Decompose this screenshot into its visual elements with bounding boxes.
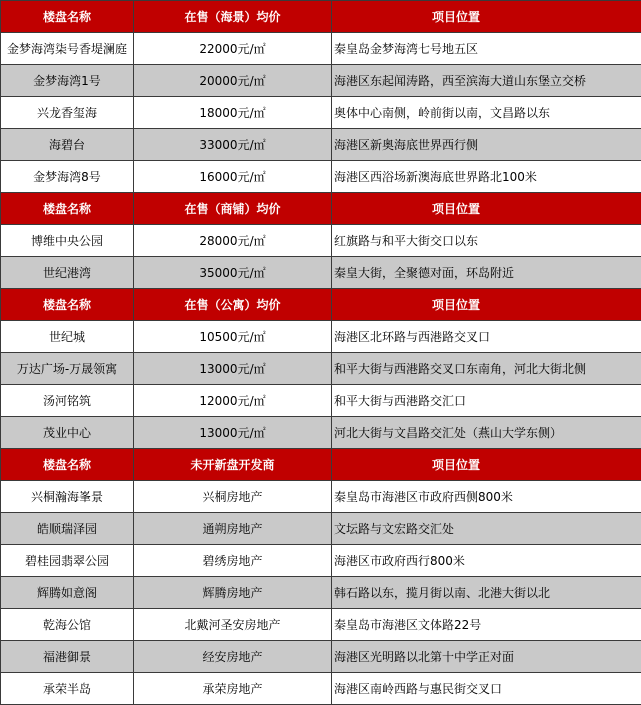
property-price: 18000元/㎡ <box>134 97 332 129</box>
property-price: 28000元/㎡ <box>134 225 332 257</box>
table-row <box>1 65 641 97</box>
property-location: 奥体中心南侧，岭前街以南，文昌路以东 <box>332 97 641 129</box>
property-name: 金梦海湾1号 <box>1 65 134 97</box>
property-location: 海港区光明路以北第十中学正对面 <box>332 641 641 673</box>
property-location: 秦皇岛市海港区市政府西侧800米 <box>332 481 641 513</box>
property-name: 兴桐瀚海峯景 <box>1 481 134 513</box>
property-location: 文坛路与文宏路交汇处 <box>332 513 641 545</box>
property-location: 红旗路与和平大街交口以东 <box>332 225 641 257</box>
property-name: 碧桂园翡翠公园 <box>1 545 134 577</box>
property-location: 海港区北环路与西港路交叉口 <box>332 321 641 353</box>
property-name: 兴龙香玺海 <box>1 97 134 129</box>
table-row <box>1 417 641 449</box>
property-location: 海港区西浴场新澳海底世界路北100米 <box>332 161 641 193</box>
table-row <box>1 513 641 545</box>
table-row <box>1 641 641 673</box>
header-location: 项目位置 <box>332 193 641 225</box>
property-location: 河北大街与文昌路交汇处（燕山大学东侧） <box>332 417 641 449</box>
table-row <box>1 545 641 577</box>
header-location: 项目位置 <box>332 289 641 321</box>
property-name: 博维中央公园 <box>1 225 134 257</box>
property-location: 海港区市政府西行800米 <box>332 545 641 577</box>
property-location: 海港区南岭西路与惠民街交叉口 <box>332 673 641 705</box>
property-developer: 碧绣房地产 <box>134 545 332 577</box>
property-price: 22000元/㎡ <box>134 33 332 65</box>
property-developer: 经安房地产 <box>134 641 332 673</box>
property-location: 海港区新奥海底世界西行侧 <box>332 129 641 161</box>
header-name: 楼盘名称 <box>1 289 134 321</box>
header-price: 在售（海景）均价 <box>134 1 332 33</box>
property-price: 10500元/㎡ <box>134 321 332 353</box>
table-row <box>1 321 641 353</box>
property-price: 35000元/㎡ <box>134 257 332 289</box>
property-developer: 兴桐房地产 <box>134 481 332 513</box>
table-row <box>1 225 641 257</box>
property-name: 承荣半岛 <box>1 673 134 705</box>
property-price: 16000元/㎡ <box>134 161 332 193</box>
table-row <box>1 385 641 417</box>
header-name: 楼盘名称 <box>1 449 134 481</box>
property-name: 皓顺瑞泽园 <box>1 513 134 545</box>
property-price: 13000元/㎡ <box>134 353 332 385</box>
property-developer: 辉腾房地产 <box>134 577 332 609</box>
header-price: 在售（商铺）均价 <box>134 193 332 225</box>
property-price: 12000元/㎡ <box>134 385 332 417</box>
section-header-row <box>1 449 641 481</box>
header-location: 项目位置 <box>332 1 641 33</box>
table-row <box>1 161 641 193</box>
property-name: 万达广场-万晟领寓 <box>1 353 134 385</box>
property-name: 乾海公馆 <box>1 609 134 641</box>
property-location: 秦皇大街，全聚德对面，环岛附近 <box>332 257 641 289</box>
table-row <box>1 577 641 609</box>
property-name: 福港御景 <box>1 641 134 673</box>
table-row <box>1 353 641 385</box>
property-name: 世纪港湾 <box>1 257 134 289</box>
header-name: 楼盘名称 <box>1 193 134 225</box>
property-location: 韩石路以东，揽月街以南、北港大街以北 <box>332 577 641 609</box>
property-name: 金梦海湾柒号香堤澜庭 <box>1 33 134 65</box>
property-developer: 承荣房地产 <box>134 673 332 705</box>
property-name: 世纪城 <box>1 321 134 353</box>
table-row <box>1 673 641 705</box>
property-price: 33000元/㎡ <box>134 129 332 161</box>
property-name: 茂业中心 <box>1 417 134 449</box>
section-header-row <box>1 1 641 33</box>
property-name: 金梦海湾8号 <box>1 161 134 193</box>
table-row <box>1 33 641 65</box>
table-row <box>1 97 641 129</box>
property-developer: 北戴河圣安房地产 <box>134 609 332 641</box>
property-developer: 通朔房地产 <box>134 513 332 545</box>
property-location: 秦皇岛市海港区文体路22号 <box>332 609 641 641</box>
table-row <box>1 609 641 641</box>
property-location: 秦皇岛金梦海湾七号地五区 <box>332 33 641 65</box>
table-row <box>1 129 641 161</box>
property-name: 汤河铭筑 <box>1 385 134 417</box>
header-price: 在售（公寓）均价 <box>134 289 332 321</box>
table-row <box>1 257 641 289</box>
property-location: 和平大街与西港路交叉口东南角，河北大街北侧 <box>332 353 641 385</box>
property-price: 13000元/㎡ <box>134 417 332 449</box>
header-location: 项目位置 <box>332 449 641 481</box>
property-name: 海碧台 <box>1 129 134 161</box>
section-header-row <box>1 193 641 225</box>
property-price: 20000元/㎡ <box>134 65 332 97</box>
property-name: 辉腾如意阁 <box>1 577 134 609</box>
section-header-row <box>1 289 641 321</box>
property-location: 和平大街与西港路交汇口 <box>332 385 641 417</box>
table-body <box>1 1 641 705</box>
property-location: 海港区东起闻涛路，西至滨海大道山东堡立交桥 <box>332 65 641 97</box>
header-developer: 未开新盘开发商 <box>134 449 332 481</box>
table-row <box>1 481 641 513</box>
header-name: 楼盘名称 <box>1 1 134 33</box>
